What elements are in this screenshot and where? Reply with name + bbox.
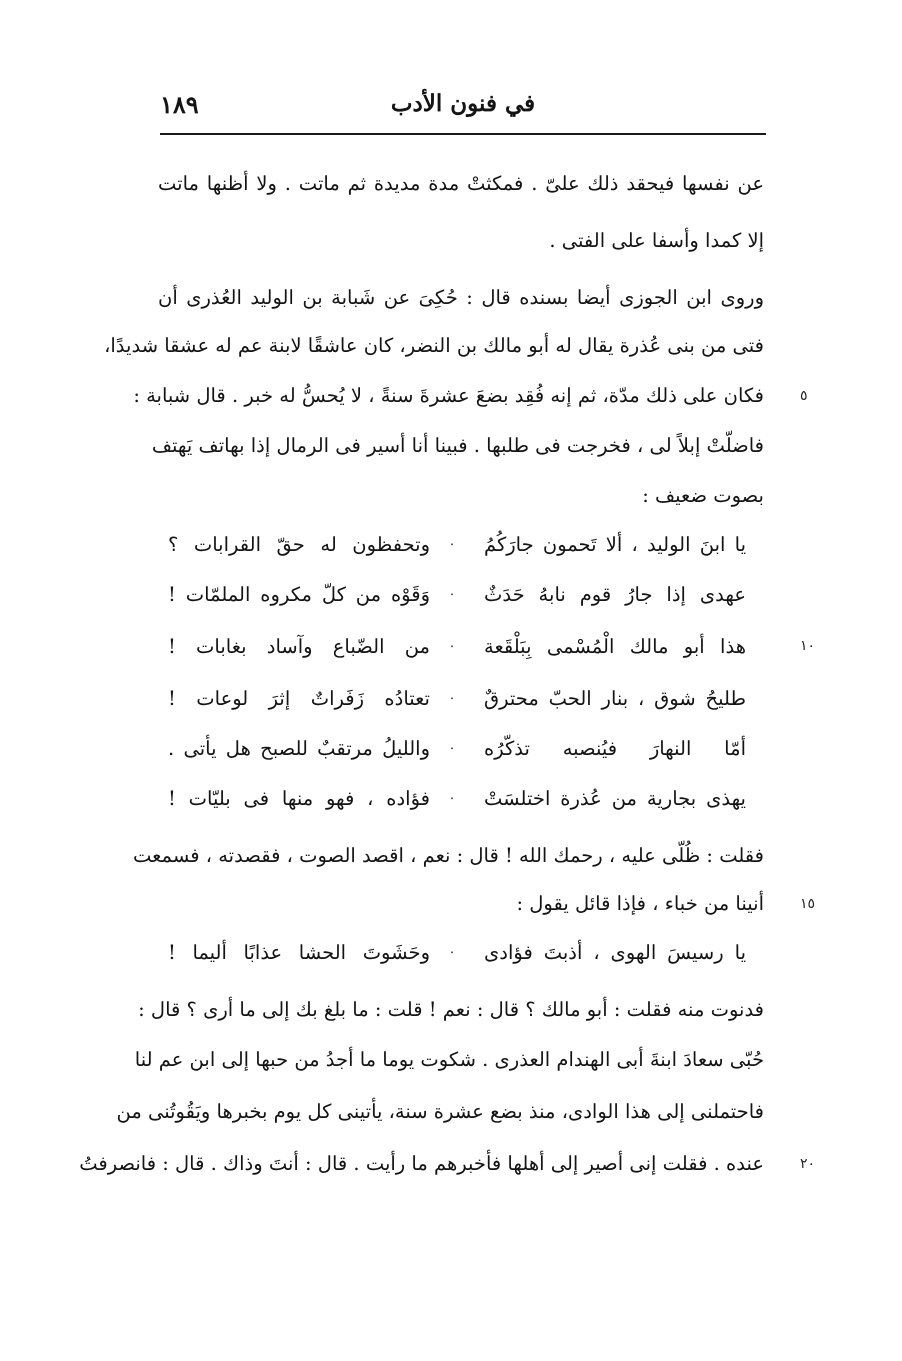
verse-separator: ٠ xyxy=(448,741,456,756)
verse-second-hemistich: وَقَوْه من كلّ مكروه الملمّات ! xyxy=(168,583,430,606)
verse-separator: ٠ xyxy=(448,537,456,552)
verse-second-hemistich: وحَشَوتَ الحشا عذابًا أليما ! xyxy=(168,941,430,964)
verse-first-hemistich: طليحُ شوق ، بنار الحبّ محترقٌ xyxy=(484,687,746,710)
verse-first-hemistich: أمّا النهارَ فيُنصبه تذكّرُه xyxy=(484,737,746,760)
verse-first-hemistich: يهذى بجارية من عُذرة اختلسَتْ xyxy=(484,787,746,810)
header-rule xyxy=(160,133,766,135)
verse-first-hemistich: هذا أبو مالك الْمُسْمى بِبَلْقَعة xyxy=(484,635,746,658)
verse-first-hemistich: يا ابنَ الوليد ، ألا تَحمون جارَكُمُ xyxy=(484,533,746,556)
line-marker: ٢٠ xyxy=(800,1156,816,1172)
verse-separator: ٠ xyxy=(448,587,456,602)
text-line: إلا كمدا وأسفا على الفتى . xyxy=(549,229,764,252)
verse-second-hemistich: فؤاده ، فهو منها فى بليّات ! xyxy=(168,787,430,810)
text-line: أنينا من خباء ، فإذا قائل يقول : xyxy=(516,892,764,915)
text-line: فاضلّتْ إبلاً لى ، فخرجت فى طلبها . فبينا أنا أسير فى الرمال إذا بهاتف يَهتف xyxy=(151,434,764,457)
text-line: فقلت : ظُلّى عليه ، رحمك الله ! قال : نعم ، اقصد الصوت ، فقصدته ، فسمعت xyxy=(132,844,764,867)
verse-second-hemistich: والليلُ مرتقبٌ للصبح هل يأتى . xyxy=(168,737,430,760)
verse-second-hemistich: تعتادُه زَفَراتٌ إثرَ لوعات ! xyxy=(168,687,430,710)
verse-line xyxy=(158,784,764,814)
verse-separator: ٠ xyxy=(448,945,456,960)
verse-line xyxy=(158,734,764,764)
page-number: ١٨٩ xyxy=(160,90,199,119)
verse-separator: ٠ xyxy=(448,639,456,654)
verse-second-hemistich: وتحفظون له حقّ القرابات ؟ xyxy=(168,533,430,556)
line-marker: ١٥ xyxy=(800,896,816,912)
line-marker: ١٠ xyxy=(800,638,816,654)
verse-second-hemistich: من الضّباع وآساد بغابات ! xyxy=(168,635,430,658)
text-line: عنده . فقلت إنى أصير إلى أهلها فأخبرهم ما رأيت . قال : أنتَ وذاك . قال : فانصرفتُ xyxy=(79,1152,764,1175)
verse-line xyxy=(158,938,764,968)
text-line: حُبّى سعادَ ابنةَ أبى الهندام العذرى . شكوت يوما ما أجدُ من حبها إلى ابن عم لنا xyxy=(134,1048,764,1071)
verse-line xyxy=(158,684,764,714)
verse-line xyxy=(158,530,764,560)
running-title: في فنون الأدب xyxy=(390,90,536,117)
text-line: بصوت ضعيف : xyxy=(642,484,764,507)
text-line: فاحتملنى إلى هذا الوادى، منذ بضع عشرة سنة، يأتينى كل يوم بخبرها ويَقُوتُنى من xyxy=(116,1100,764,1123)
verse-line xyxy=(158,580,764,610)
verse-separator: ٠ xyxy=(448,791,456,806)
text-line: فكان على ذلك مدّة، ثم إنه فُقِد بضعَ عشرةَ سنةً ، لا يُحسُّ له خبر . قال شبابة : xyxy=(133,384,764,407)
text-line: وروى ابن الجوزى أيضا بسنده قال : حُكِىَ عن شَبابة بن الوليد العُذرى أن xyxy=(158,286,764,309)
verse-separator: ٠ xyxy=(448,691,456,706)
text-line: فدنوت منه فقلت : أبو مالك ؟ قال : نعم ! قلت : ما بلغ بك إلى ما أرى ؟ قال : xyxy=(138,998,764,1021)
text-line: فتى من بنى عُذرة يقال له أبو مالك بن النضر، كان عاشقًا لابنة عم له عشقا شديدًا، xyxy=(104,334,764,357)
line-marker: ٥ xyxy=(800,388,808,404)
text-line: عن نفسها فيحقد ذلك علىّ . فمكثتْ مدة مديدة ثم ماتت . ولا أظنها ماتت xyxy=(158,172,764,195)
verse-first-hemistich: يا رسيسَ الهوى ، أذبتَ فؤادى xyxy=(484,941,746,964)
page-header xyxy=(160,84,766,132)
verse-first-hemistich: عهدى إذا جارُ قوم نابهُ حَدَثٌ xyxy=(484,583,746,606)
verse-line xyxy=(158,632,764,662)
